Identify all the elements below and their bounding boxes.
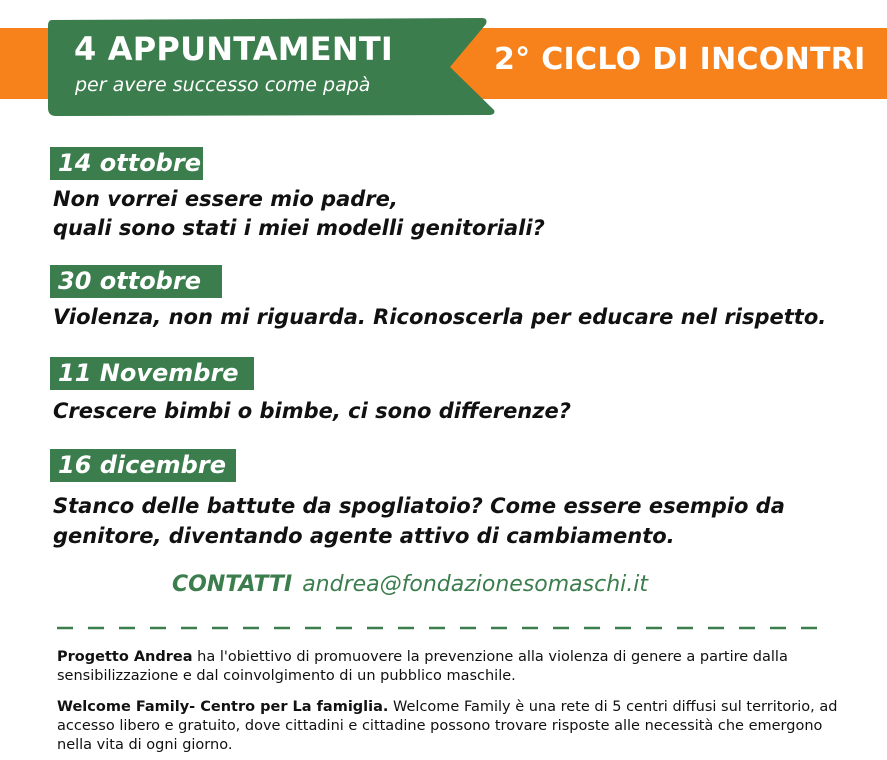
- event-date-badge: 30 ottobre: [50, 265, 222, 298]
- event-date-badge: 16 dicembre: [50, 449, 236, 482]
- contacts-label: CONTATTI: [172, 572, 293, 597]
- event-title-line: Non vorrei essere mio padre,: [53, 187, 398, 211]
- contacts-line: [172, 572, 648, 597]
- event-title-line: Crescere bimbi o bimbe, ci sono differenze?: [53, 399, 571, 423]
- banner-subtitle: per avere successo come papà: [75, 74, 371, 96]
- contact-email-link[interactable]: andrea@fondazionesomaschi.it: [302, 572, 649, 597]
- info-paragraph-progetto: [57, 648, 847, 686]
- info-text: Welcome Family è una rete di 5 centri diffusi sul territorio, ad accesso libero e gratuito, dove cittadini e cittadine possono trovare risposte alle necessità che emergono nella vita di ogni giorno.: [57, 699, 838, 753]
- event-title-line: genitore, diventando agente attivo di cambiamento.: [53, 524, 675, 548]
- event-title-line: Stanco delle battute da spogliatoio? Come essere esempio da: [53, 494, 785, 518]
- info-bold-title: Progetto Andrea: [57, 649, 193, 665]
- event-title-line: Violenza, non mi riguarda. Riconoscerla per educare nel rispetto.: [53, 305, 827, 329]
- event-date-badge: 11 Novembre: [50, 357, 254, 390]
- dashed-divider: [57, 626, 832, 630]
- event-title-line: quali sono stati i miei modelli genitoriali?: [53, 216, 545, 240]
- info-text: ha l'obiettivo di promuovere la prevenzione alla violenza di genere a partire dalla sensibilizzazione e dal coinvolgimento di un pubblico maschile.: [57, 649, 788, 684]
- event-date-badge: 14 ottobre: [50, 147, 203, 180]
- cycle-title: 2° CICLO DI INCONTRI: [494, 42, 866, 77]
- info-bold-title: Welcome Family- Centro per La famiglia.: [57, 699, 389, 715]
- info-paragraph-welcome: [57, 698, 847, 755]
- banner-title: 4 APPUNTAMENTI: [74, 30, 393, 68]
